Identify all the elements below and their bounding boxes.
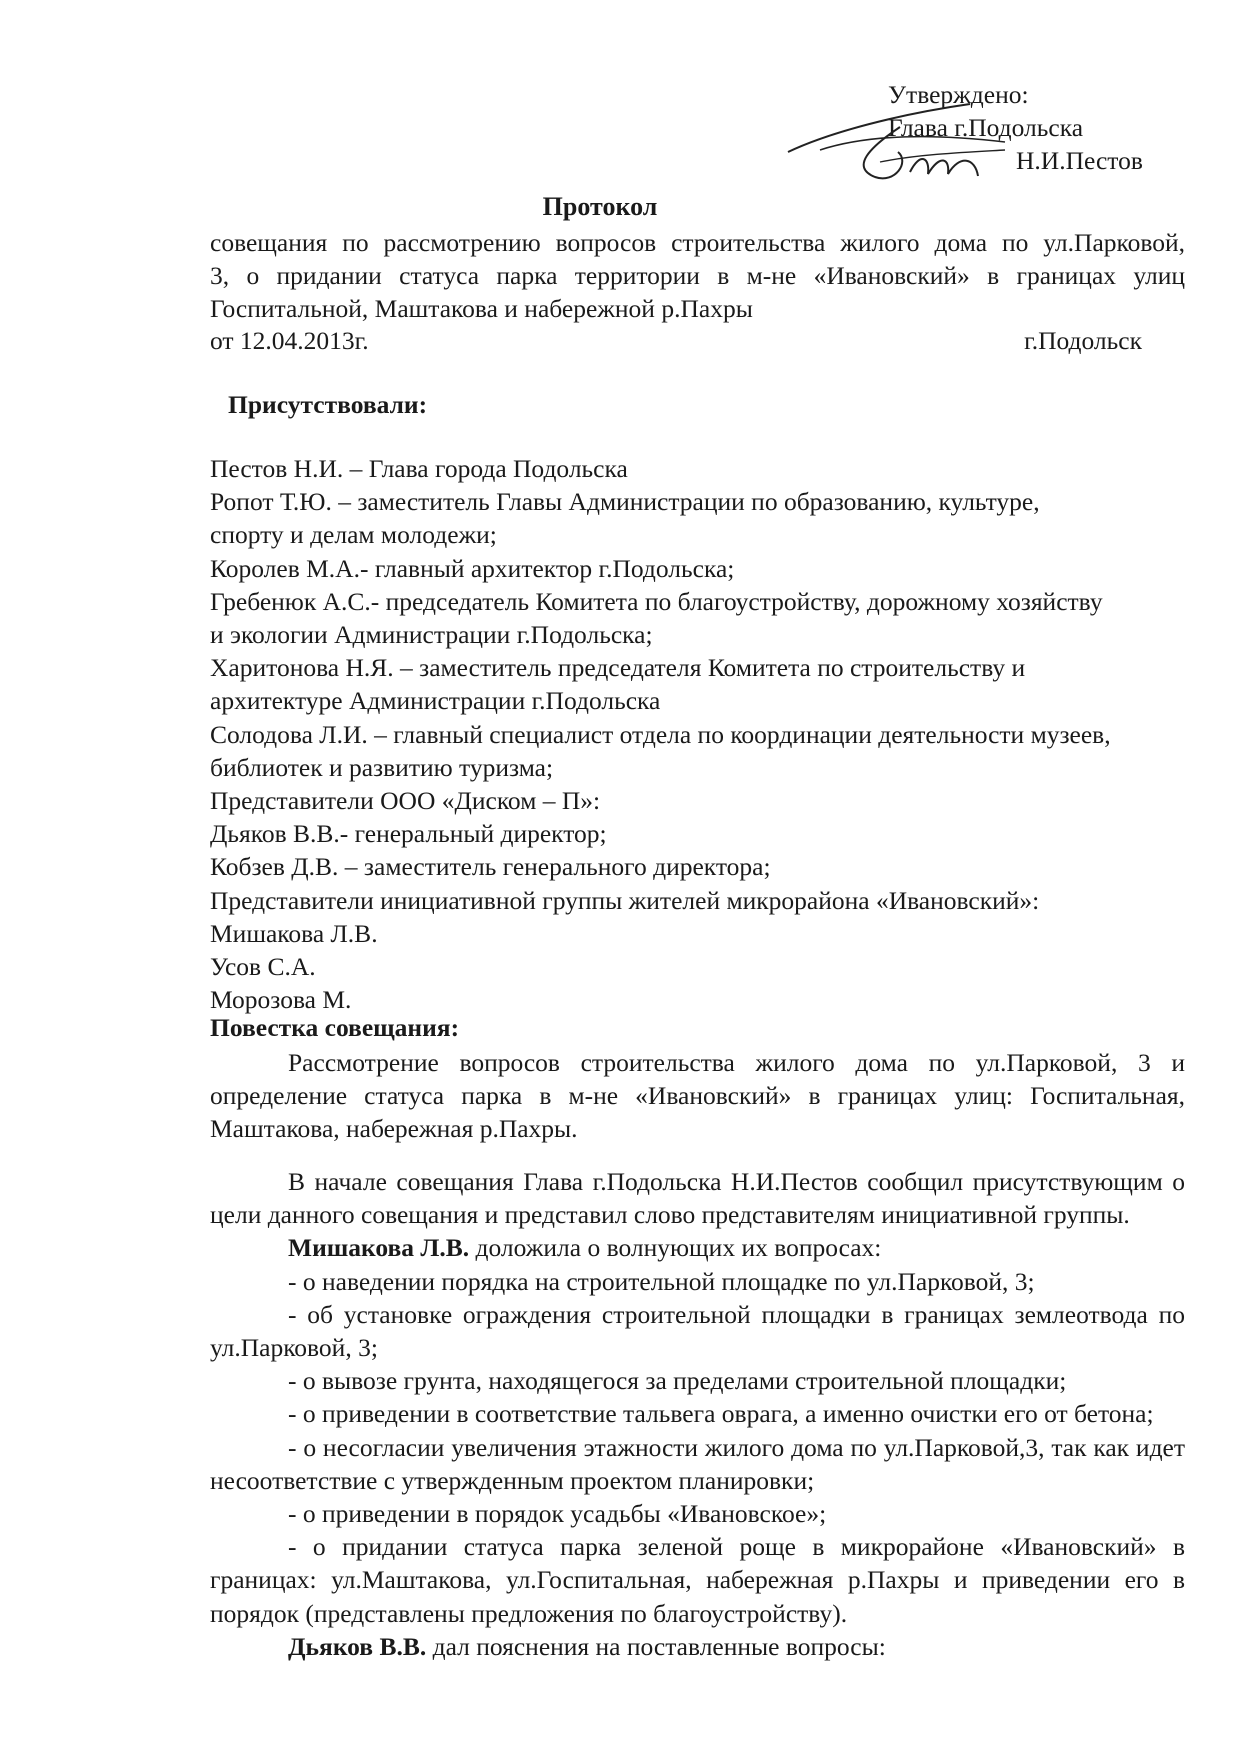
document-title: Протокол [542,192,658,221]
attendee-line: архитектуре Администрации г.Подольска [210,686,661,716]
attendees-heading: Присутствовали: [228,390,428,419]
attendee-line: Представители ООО «Диском – П»: [210,786,601,816]
date-place-row [210,326,1142,356]
subject-line: 3, о придании статуса парка территории в м-не «Ивановский» в границах улиц [210,261,1185,291]
attendee-line: Королев М.А.- главный архитектор г.Подольска; [210,553,735,583]
attendee-line: Солодова Л.И. – главный специалист отдела по координации деятельности музеев, [210,719,1111,749]
attendee-line: Харитонова Н.Я. – заместитель председателя Комитета по строительству и [210,653,1026,683]
approval-position: Глава г.Подольска [888,113,1084,142]
mishakova-paragraph [210,1231,1185,1264]
issue-item: - об установке ограждения строительной площадки в границах землеотвода по ул.Парковой, 3; [210,1299,1185,1363]
agenda-paragraph: Рассмотрение вопросов строительства жилого дома по ул.Парковой, 3 и определение статуса парка в м-не «Ивановский» в границах улиц: Госпитальная, Маштакова, набережная р.Пахры. [210,1048,1185,1144]
speaker-name: Дьяков В.В. [288,1631,427,1661]
issue-item: - о наведении порядка на строительной площадке по ул.Парковой, 3; [288,1266,1035,1296]
issue-item: - о приведении в соответствие тальвега оврага, а именно очистки его от бетона; [288,1399,1154,1429]
attendee-line: Морозова М. [210,985,352,1015]
attendee-line: Кобзев Д.В. – заместитель генерального директора; [210,852,771,882]
attendee-line: Гребенюк А.С.- председатель Комитета по благоустройству, дорожному хозяйству [210,586,1103,616]
attendee-line: Мишакова Л.В. [210,918,378,948]
issue-item: - о несогласии увеличения этажности жилого дома по ул.Парковой,3, так как идет несоответствие с утвержденным проектом планировки; [210,1432,1185,1495]
attendee-line: Усов С.А. [210,952,316,982]
attendee-line: библиотек и развитию туризма; [210,752,554,782]
attendee-line: спорту и делам молодежи; [210,520,497,550]
subject-line: совещания по рассмотрению вопросов строительства жилого дома по ул.Парковой, [210,228,1185,257]
meeting-subject [210,226,1185,326]
approval-label: Утверждено: [888,80,1029,109]
issue-item: - о приведении в порядок усадьбы «Ивановское»; [288,1499,827,1529]
intro-paragraph: В начале совещания Глава г.Подольска Н.И.Пестов сообщил присутствующим о цели данного совещания и представил слово представителям инициативной группы. [210,1167,1185,1230]
speaker-text: доложила о волнующих их вопросах: [469,1233,882,1263]
attendees-list [210,452,1190,1016]
approval-name: Н.И.Пестов [1016,146,1143,175]
dyakov-paragraph [210,1630,1185,1663]
agenda-heading: Повестка совещания: [210,1013,460,1042]
meeting-body [210,1165,1185,1663]
speaker-text: дал пояснения на поставленные вопросы: [426,1631,886,1661]
meeting-place: г.Подольск [1024,326,1142,355]
speaker-name: Мишакова Л.В. [288,1233,470,1263]
issue-item: - о вывозе грунта, находящегося за пределами строительной площадки; [288,1366,1067,1396]
attendee-line: Представители инициативной группы жителей микрорайона «Ивановский»: [210,885,1040,915]
attendee-line: и экологии Администрации г.Подольска; [210,620,653,650]
attendee-line: Пестов Н.И. – Глава города Подольска [210,454,628,483]
agenda-text [210,1046,1185,1146]
issue-item: - о придании статуса парка зеленой роще в микрорайоне «Ивановский» в границах: ул.Маштакова, ул.Госпитальная, набережная р.Пахры и приведении его в порядок (представлены предложения по благоустройству). [210,1532,1185,1628]
subject-line: Госпитальной, Маштакова и набережной р.Пахры [210,294,753,324]
attendee-line: Ропот Т.Ю. – заместитель Главы Администрации по образованию, культуре, [210,487,1040,517]
attendee-line: Дьяков В.В.- генеральный директор; [210,819,607,849]
meeting-date: от 12.04.2013г. [210,326,369,355]
